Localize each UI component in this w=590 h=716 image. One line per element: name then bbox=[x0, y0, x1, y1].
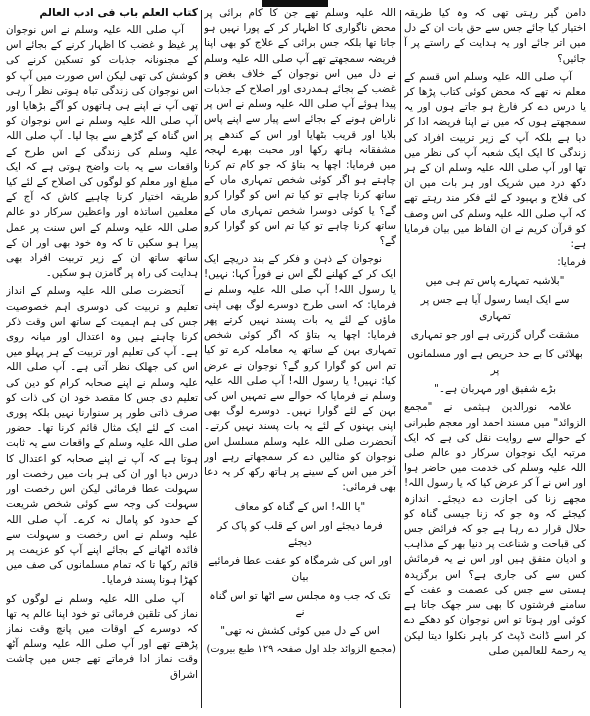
column-divider bbox=[201, 10, 202, 708]
quote-line: تک کہ جب وہ مجلس سے اٹھا تو اس گناہ نے bbox=[209, 589, 391, 618]
verse-line: سے ایک ایسا رسول آیا ہے جس پر تمہاری bbox=[420, 294, 570, 323]
column-left bbox=[6, 6, 198, 712]
paragraph: آنحضرت صلی اللہ علیہ وسلم کے انداز تعلیم و تربیت کی دوسری اہم خصوصیت جس کی ہم اہمیت کے ساتھ اس وقت ذکر کرنا چاہتے ہیں وہ اعتدال اور میانہ روی ہے۔ آپ کی تعلیم اور تربیت کے ہر پہلو میں اس کی جھلک نظر آتی ہے۔ آپ صلی اللہ علیہ وسلم نے اپنے صحابہ کرام کو دین کی تعلیم دی جس کا مقصد خود ان کی ذات کو صرف ذاتی طور پر سنوارنا نہیں بلکہ پوری امت کے لئے ایک مثال قائم کرنا تھا۔ حضور صلی اللہ علیہ وسلم کے واقعات سے یہ ثابت ہوتا ہے کہ آپ نے اپنے صحابہ کو اعتدال کا درس دیا اور ان کی ہر بات میں رخصت اور سہولت عطا فرمائی لیکن اس رخصت اور سہولت کی وجہ سے کوئی شخص شریعت کے حدود کو پامال نہ کرے۔ آپ صلی اللہ علیہ وسلم نے اس رخصت و سہولت سے فائدہ اٹھانے کے بجائے اپنے آپ کو عزیمت پر قائم رکھا تا کہ تمام مسلمانوں کی صف میں کھڑا ہونا پسند فرمایا۔ bbox=[6, 285, 198, 587]
paragraph: آپ صلی اللہ علیہ وسلم نے لوگوں کو نماز کی تلقین فرمائی تو خود اپنا عالم یہ تھا کہ دوسرے کے اوقات میں پانچ وقت نماز پڑھتے تھے اور آپ صلی اللہ علیہ وسلم آٹھ وقت نماز ادا فرماتے تھے جس میں چاشت اشراق bbox=[6, 592, 198, 681]
paragraph: اللہ علیہ وسلم تھے جن کا کام برائی پر محض ناگواری کا اظہار کر کے پورا نہیں ہو جاتا تھا بلکہ جس برائی کے علاج کو بھی اپنا فریضہ سمجھتے تھے آپ صلی اللہ علیہ وسلم نے دل میں اس نوجوان کے خلاف بغض و غضب کے بجائے ہمدردی اور اصلاح کے جذبات پیدا ہوئے آپ صلی اللہ علیہ وسلم نے اس پر ناراض ہونے کے بجائے اسے پیار سے اپنے پاس بلایا اور قریب بٹھایا اور اس کے کندھے پر مشفقانہ ہاتھ رکھا اور محبت بھرے لہجہ میں فرمایا: اچھا یہ بتاؤ کہ جو کام تم کرنا چاہتے ہو اگر کوئی شخص تمہاری ماں کے ساتھ کرنا چاہے تو کیا تم اس کو گوارا کرو گے؟ یا کوئی دوسرا شخص تمہاری ماں کے ساتھ کرنا چاہے تو کیا تم اس کو گوارا کرو گے؟ bbox=[204, 7, 396, 248]
quote-line: فرما دیجئے اور اس کے قلب کو پاک کر دیجئے bbox=[217, 519, 383, 548]
paragraph: آپ صلی اللہ علیہ وسلم اس قسم کے معلم نہ تھے کہ محض کوئی کتاب پڑھا کر یا درس دے کر فارغ ہو جاتے ہوں اور یہ سمجھتے ہوں کہ میں نے اپنا فریضہ ادا کر دیا ہے بلکہ آپ کے زیر تربیت افراد کی زندگی کا ایک ایک شعبہ آپ کی نظر میں تھا اور آپ صلی اللہ علیہ وسلم ان کے ہر دکھ درد میں شریک اور ہر بات میں ان کی فلاح و بہبود کے لئے فکر مند رہتے تھے کہ آپ صلی اللہ علیہ وسلم کی اس وصف کو قرآن کریم نے ان الفاظ میں بیان فرمایا ہے: bbox=[404, 70, 586, 251]
verse-line: بھلائی کا بے حد حریص ہے اور مسلمانوں پر bbox=[407, 348, 583, 377]
column-middle bbox=[204, 6, 396, 712]
quote-line: اور اس کی شرمگاہ کو عفت عطا فرمائیے بیان bbox=[208, 554, 392, 583]
verse-line: "بلاشبہ تمہارے پاس تم ہی میں bbox=[425, 275, 565, 288]
quote-line: اس کے دل میں کوئی کشش نہ تھی" bbox=[220, 624, 380, 637]
verse-label: فرمایا: bbox=[557, 256, 586, 269]
reference-citation: (مجمع الزوائد جلد اول صفحہ ۱۲۹ طبع بیروت) bbox=[206, 643, 396, 655]
column-divider bbox=[400, 10, 401, 708]
paragraph: نوجوان کے ذہن و فکر کے بند دریچے ایک ایک کر کے کھلنے لگے اس نے فوراً کہا: نہیں! یا رسول اللہ! آپ صلی اللہ علیہ وسلم نے فرمایا: کہ اسی طرح دوسرے لوگ بھی اپنی ماؤں کے لئے یہ بات پسند نہیں کرتے پھر فرمایا: اچھا یہ بتاؤ کہ اگر کوئی شخص تمہاری بہن کے ساتھ یہ معاملہ کرے تو کیا تم اس کو گوارا کرو گے؟ نوجوان نے عرض کیا: نہیں! یا رسول اللہ! آپ صلی اللہ علیہ وسلم نے فرمایا کہ حوالے سے تمہیں اس کی بہن کے لئے گوارا نہیں۔ دوسرے لوگ بھی اپنی بہنوں کے لئے یہ بات پسند نہیں کرتے۔ آنحضرت صلی اللہ علیہ وسلم مسلسل اس نوجوان کو مثالیں دے کر سمجھاتے رہے اور آخر میں اس کے سینے پر ہاتھ رکھ کر یہ دعا بھی فرمائی: bbox=[204, 253, 396, 494]
paragraph: دامن گیر رہتی تھی کہ وہ کیا طریقہ اختیار کیا جائے جس سے حق بات ان کے دل میں اتر جائے اور یہ ہدایت کے راستے پر آ جائیں؟ bbox=[404, 7, 586, 65]
quote-line: "یا اللہ! اس کے گناہ کو معاف bbox=[234, 500, 366, 513]
running-header: کتاب العلم باب فی ادب العالم bbox=[39, 6, 198, 19]
paragraph: علامہ نورالدین ہیثمی نے "مجمع الزوائد" میں مسند احمد اور معجم طبرانی کے حوالے سے روایت نقل کی ہے کہ ایک مرتبہ ایک نوجوان سرکار دو عالم صلی اللہ علیہ وسلم کی خدمت میں حاضر ہوا اور اس نے آ کر عرض کیا کہ یا رسول اللہ! مجھے زنا کی اجازت دے دیجئے۔ اندازہ کیجئے کہ وہ جو کہ زنا جیسی گناہ کو حلال قرار دے رہا ہے جو کہ فرائض جس کی قباحت و شناعت پر دنیا بھر کے مذاہب و ادیان متفق ہیں اور اس نے یہ فرمائش کس سے کی جاری ہے؟ اس برگزیدہ ہستی سے جس کی عصمت و عفت کے سامنے فرشتوں کا بھی سر جھک جاتا ہے کوئی اور ہوتا تو اس نوجوان کو دھکے دے کر اسے ڈانٹ ڈپٹ کر باہر نکلوا دیتا لیکن یہ رحمۃ للعالمین صلی bbox=[404, 401, 586, 657]
verse-line: بڑے شفیق اور مہربان ہے۔" bbox=[433, 383, 556, 396]
paragraph: آپ صلی اللہ علیہ وسلم نے اس نوجوان پر غیظ و غضب کا اظہار کرنے کے بجائے اس کے مجنونانہ جذبات کو تسکین کرنے کی کوشش کی تھی لیکن اس صورت میں آپ کو اس نوجوان کی زندگی تباہ ہوتی نظر آ رہی تھی آپ نے اپنے ہی ہاتھوں کو آگے بڑھایا اور آپ صلی اللہ علیہ وسلم نے اس نوجوان کو اس گناہ کے گڑھے سے بچا لیا۔ آپ صلی اللہ علیہ وسلم کی زندگی کے اس طرح کے واقعات سے یہ بات واضح ہوتی ہے کہ ایک مبلغ اور معلم کو لوگوں کی اصلاح کے لئے کیا طریقہ اختیار کرنا چاہیے کاش کہ آج کے معلمین اساتذہ اور واعظین سرکار دو عالم صلی اللہ علیہ وسلم کے اس سنت پر عمل پیرا ہو سکیں تا کہ وہ خود بھی اور ان کے ساتھ ساتھ ان کے زیر تربیت افراد بھی ہدایت کی راہ پر گامزن ہو سکیں۔ bbox=[6, 24, 198, 280]
verse-line: مشقت گراں گزرتی ہے اور جو تمہاری bbox=[410, 329, 580, 342]
column-right bbox=[404, 6, 586, 712]
